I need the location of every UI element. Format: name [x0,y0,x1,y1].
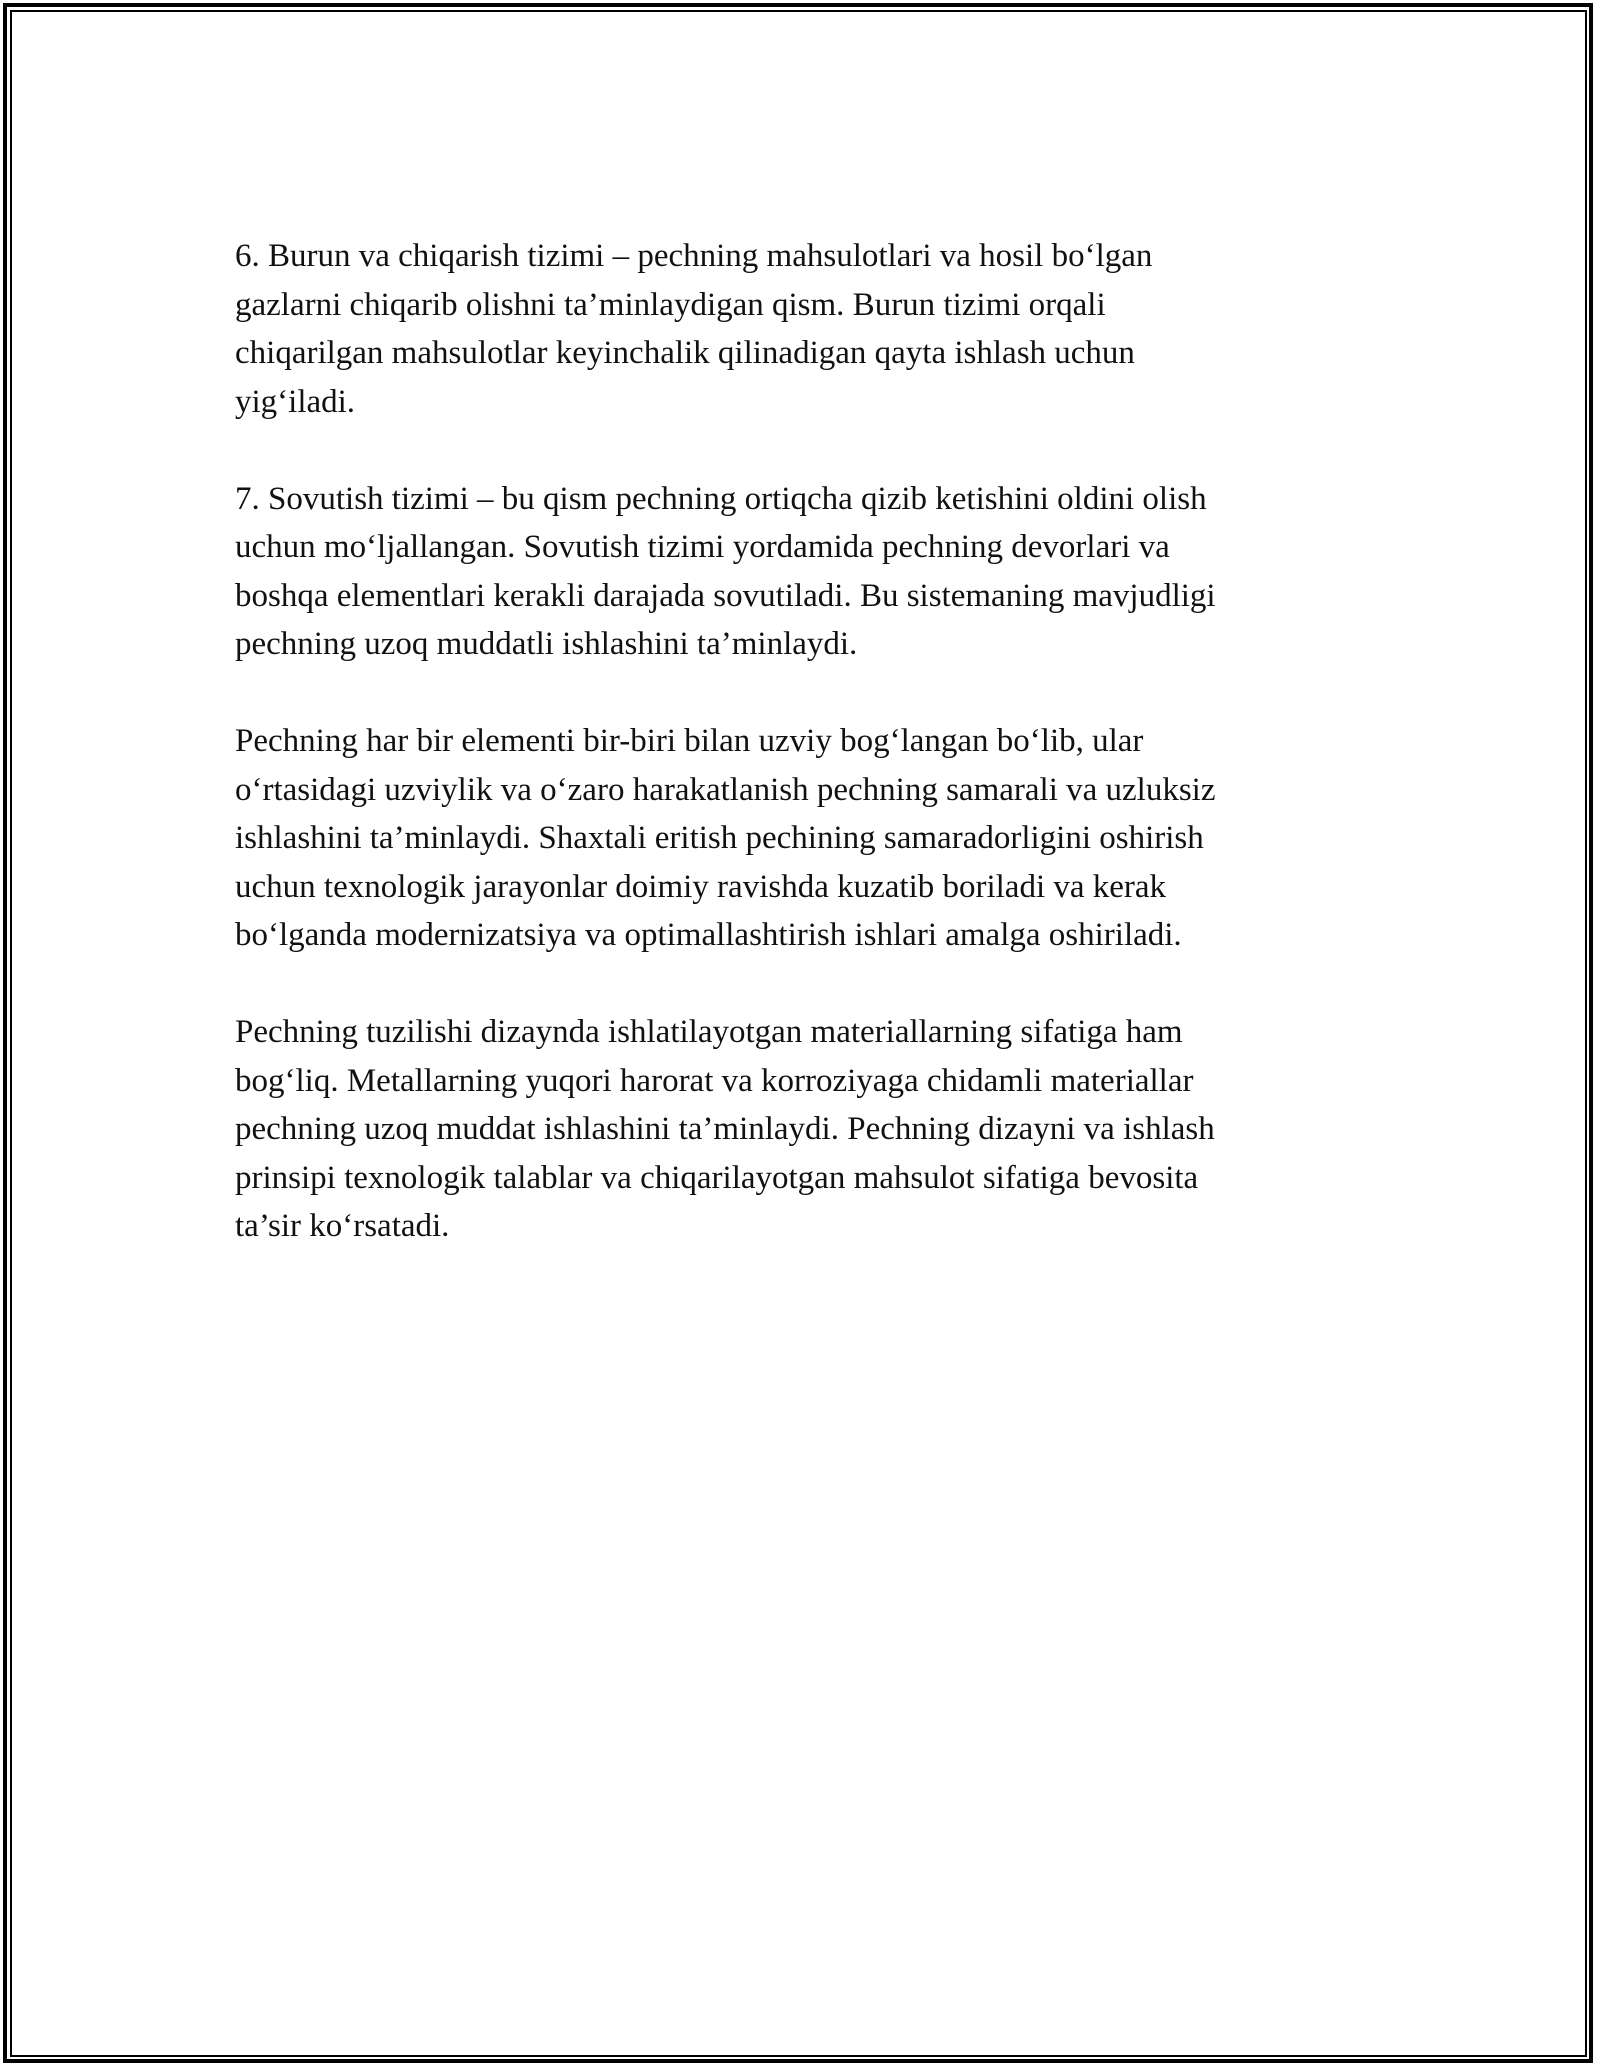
text-line: boshqa elementlari kerakli darajada sovutiladi. Bu sistemaning mavjudligi [235,577,1216,614]
text-line: 7. Sovutish tizimi – bu qism pechning ortiqcha qizib ketishini oldini olish [235,480,1207,517]
text-line: pechning uzoq muddat ishlashini ta’minlaydi. Pechning dizayni va ishlash [235,1111,1215,1147]
text-line: prinsipi texnologik talablar va chiqarilayotgan mahsulot sifatiga bevosita [235,1159,1199,1196]
text-line: 6. Burun va chiqarish tizimi – pechning mahsulotlari va hosil bo‘lgan [235,238,1153,274]
text-line: pechning uzoq muddatli ishlashini ta’minlaydi. [235,626,858,662]
paragraph-sovutish-tizimi [235,475,1365,669]
text-line: Pechning har bir elementi bir-biri bilan uzviy bog‘langan bo‘lib, ular [235,723,1144,759]
paragraph-burun-tizimi [235,232,1365,426]
text-line: ishlashini ta’minlaydi. Shaxtali eritish pechining samaradorligini oshirish [235,820,1204,856]
text-line: bo‘lganda modernizatsiya va optimallashtirish ishlari amalga oshiriladi. [235,917,1182,953]
paragraph-tuzilishi [235,1008,1365,1251]
text-line: gazlarni chiqarib olishni ta’minlaydigan qism. Burun tizimi orqali [235,286,1106,323]
text-line: ta’sir ko‘rsatadi. [235,1208,450,1244]
text-line: o‘rtasidagi uzviylik va o‘zaro harakatlanish pechning samarali va uzluksiz [235,771,1216,808]
text-line: uchun texnologik jarayonlar doimiy ravishda kuzatib boriladi va kerak [235,868,1167,905]
document-body [235,232,1365,1299]
paragraph-elementlar [235,717,1365,960]
text-line: yig‘iladi. [235,383,356,420]
text-line: bog‘liq. Metallarning yuqori harorat va korroziyaga chidamli materiallar [235,1062,1194,1099]
text-line: Pechning tuzilishi dizaynda ishlatilayotgan materiallarning sifatiga ham [235,1014,1183,1050]
text-line: chiqarilgan mahsulotlar keyinchalik qilinadigan qayta ishlash uchun [235,335,1135,371]
text-line: uchun mo‘ljallangan. Sovutish tizimi yordamida pechning devorlari va [235,529,1170,565]
